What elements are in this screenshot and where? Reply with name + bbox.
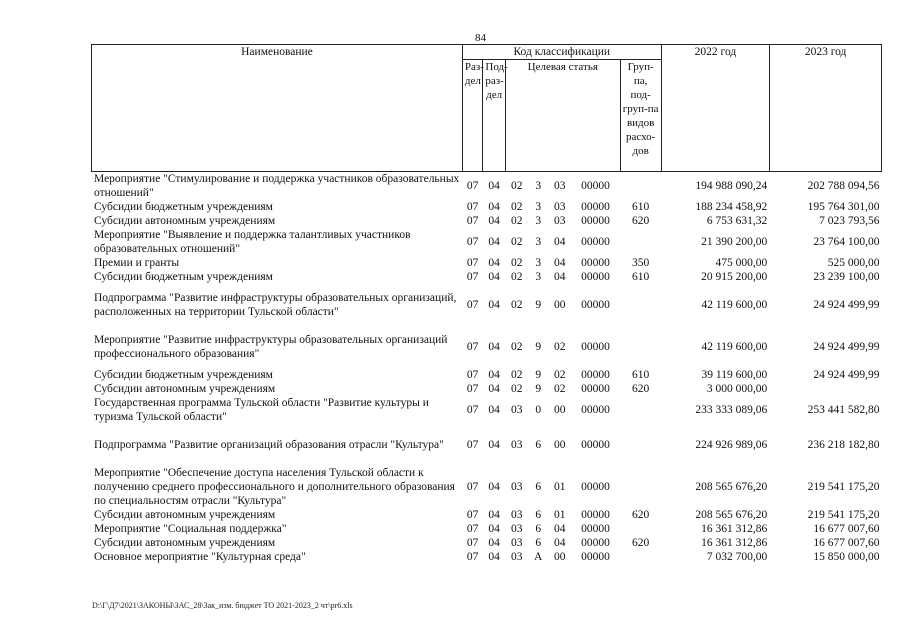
row-subsection: 04 [488, 201, 500, 213]
row-target-direction: 00000 [581, 523, 610, 535]
row-expense-group: 620 [632, 383, 650, 395]
row-target-subprogram: 3 [535, 201, 542, 213]
row-subsection: 04 [488, 299, 500, 311]
row-target-subprogram: 3 [535, 215, 542, 227]
row-subsection: 04 [488, 481, 500, 493]
row-amount-2023: 195 764 301,00 [807, 201, 880, 213]
header-section: Раз-дел [462, 60, 482, 172]
row-name: Подпрограмма "Развитие инфраструктуры образовательных организаций, расположенных на территории Тульской области" [94, 292, 457, 318]
row-amount-2023: 24 924 499,99 [813, 341, 880, 353]
row-name: Субсидии автономным учреждениям [94, 537, 276, 549]
row-target-event: 00 [553, 404, 566, 416]
row-target-subprogram: A [534, 551, 543, 563]
row-name: Мероприятие "Стимулирование и поддержка участников образовательных отношений" [94, 173, 460, 199]
table-header [92, 45, 882, 172]
row-target-direction: 00000 [581, 299, 610, 311]
budget-table [91, 44, 882, 564]
row-name: Премии и гранты [94, 257, 180, 269]
row-amount-2022: 6 753 631,32 [706, 215, 768, 227]
row-target-program: 03 [510, 404, 523, 416]
row-amount-2023: 525 000,00 [827, 257, 880, 269]
row-section: 07 [466, 299, 479, 311]
row-amount-2022: 208 565 676,20 [695, 481, 768, 493]
row-target-event: 03 [553, 180, 566, 192]
row-section: 07 [466, 341, 479, 353]
row-subsection: 04 [488, 383, 500, 395]
table-row [92, 172, 882, 201]
row-amount-2023: 15 850 000,00 [813, 551, 880, 563]
row-section: 07 [466, 481, 479, 493]
row-target-direction: 00000 [581, 551, 610, 563]
row-target-direction: 00000 [581, 481, 610, 493]
row-target-subprogram: 9 [535, 341, 542, 353]
row-subsection: 04 [488, 551, 500, 563]
row-amount-2022: 21 390 200,00 [701, 236, 768, 248]
row-section: 07 [466, 523, 479, 535]
row-expense-group: 610 [632, 369, 650, 381]
row-section: 07 [466, 257, 479, 269]
header-subsection: Под-раз-дел [483, 60, 506, 172]
row-amount-2022: 3 000 000,00 [706, 383, 768, 395]
table-row [92, 550, 882, 564]
row-subsection: 04 [488, 257, 500, 269]
row-amount-2022: 20 915 200,00 [701, 271, 768, 283]
row-target-subprogram: 6 [535, 509, 542, 521]
table-row [92, 424, 882, 466]
row-target-subprogram: 3 [535, 271, 542, 283]
header-target: Целевая статья [505, 60, 620, 172]
row-target-direction: 00000 [581, 439, 610, 451]
row-expense-group [620, 466, 661, 508]
row-target-subprogram: 6 [535, 481, 542, 493]
row-target-event: 03 [553, 201, 566, 213]
row-target-program: 03 [510, 523, 523, 535]
row-name: Мероприятие "Выявление и поддержка талантливых участников образовательных отношений" [94, 229, 411, 255]
row-amount-2022: 233 333 089,06 [695, 404, 768, 416]
row-target-program: 02 [510, 299, 523, 311]
row-target-direction: 00000 [581, 404, 610, 416]
row-subsection: 04 [488, 523, 500, 535]
row-target-program: 03 [510, 481, 523, 493]
table-row [92, 508, 882, 522]
row-target-program: 02 [510, 180, 523, 192]
row-expense-group: 610 [632, 201, 650, 213]
row-target-program: 02 [510, 369, 523, 381]
row-section: 07 [466, 404, 479, 416]
table-row [92, 270, 882, 284]
row-amount-2022: 224 926 989,06 [695, 439, 768, 451]
row-section: 07 [466, 236, 479, 248]
row-target-event: 04 [553, 271, 566, 283]
table-row [92, 382, 882, 396]
row-subsection: 04 [488, 509, 500, 521]
table-row [92, 200, 882, 214]
row-section: 07 [466, 180, 479, 192]
row-section: 07 [466, 537, 479, 549]
header-classification: Код классификации [462, 45, 661, 60]
row-target-subprogram: 9 [535, 383, 542, 395]
row-amount-2023: 23 239 100,00 [813, 271, 880, 283]
row-amount-2023: 236 218 182,80 [807, 439, 880, 451]
row-target-program: 03 [510, 439, 523, 451]
row-target-program: 03 [510, 537, 523, 549]
row-subsection: 04 [488, 341, 500, 353]
row-target-program: 03 [510, 551, 523, 563]
row-name: Субсидии бюджетным учреждениям [94, 369, 273, 381]
row-amount-2023: 7 023 793,56 [819, 215, 880, 227]
table-row [92, 326, 882, 368]
row-subsection: 04 [488, 180, 500, 192]
row-amount-2022: 194 988 090,24 [695, 180, 768, 192]
table-row [92, 368, 882, 382]
row-amount-2022: 16 361 312,86 [701, 537, 768, 549]
row-amount-2023: 24 924 499,99 [813, 369, 880, 381]
header-year-2022: 2022 год [661, 45, 770, 172]
row-name: Субсидии бюджетным учреждениям [94, 201, 273, 213]
row-amount-2023: 16 677 007,60 [813, 523, 880, 535]
row-subsection: 04 [488, 236, 500, 248]
row-amount-2023: 202 788 094,56 [807, 180, 880, 192]
row-amount-2023: 219 541 175,20 [807, 509, 880, 521]
row-target-program: 02 [510, 236, 523, 248]
row-section: 07 [466, 215, 479, 227]
row-amount-2022: 208 565 676,20 [695, 509, 768, 521]
header-name: Наименование [92, 45, 463, 172]
row-target-event: 01 [553, 481, 566, 493]
row-name: Основное мероприятие "Культурная среда" [94, 551, 306, 563]
row-subsection: 04 [488, 369, 500, 381]
row-name: Субсидии автономным учреждениям [94, 215, 276, 227]
row-section: 07 [466, 439, 479, 451]
table-row [92, 522, 882, 536]
row-amount-2022: 475 000,00 [715, 257, 768, 269]
row-name: Мероприятие "Социальная поддержка" [94, 523, 287, 535]
row-target-event: 04 [553, 236, 566, 248]
row-target-event: 02 [553, 369, 566, 381]
row-expense-group [620, 550, 661, 564]
row-amount-2022: 42 119 600,00 [701, 341, 768, 353]
row-target-subprogram: 6 [535, 537, 542, 549]
row-section: 07 [466, 271, 479, 283]
table-row [92, 228, 882, 256]
row-name: Субсидии автономным учреждениям [94, 383, 276, 395]
row-target-program: 02 [510, 215, 523, 227]
row-target-direction: 00000 [581, 369, 610, 381]
row-target-direction: 00000 [581, 180, 610, 192]
row-amount-2022: 7 032 700,00 [706, 551, 768, 563]
row-target-program: 02 [510, 271, 523, 283]
row-expense-group [620, 228, 661, 256]
row-section: 07 [466, 509, 479, 521]
row-target-event: 01 [553, 509, 566, 521]
row-target-program: 02 [510, 383, 523, 395]
row-name: Подпрограмма "Развитие организаций образования отрасли "Культура" [94, 439, 444, 451]
row-expense-group [620, 172, 661, 201]
row-target-direction: 00000 [581, 257, 610, 269]
file-path-footer: D:\Г\Д7\2021\ЗАКОНЫ\ЗАС_28\Зак_изм. бюджет ТО 2021-2023_2 чт\pr6.xls [92, 601, 353, 610]
row-section: 07 [466, 551, 479, 563]
row-amount-2023: 253 441 582,80 [807, 404, 880, 416]
row-target-direction: 00000 [581, 236, 610, 248]
row-name: Государственная программа Тульской области "Развитие культуры и туризма Тульской области" [94, 397, 429, 423]
row-expense-group: 620 [632, 509, 650, 521]
row-expense-group: 620 [632, 537, 650, 549]
page-number: 84 [475, 32, 486, 44]
row-target-event: 00 [553, 551, 566, 563]
row-amount-2022: 42 119 600,00 [701, 299, 768, 311]
table-row [92, 536, 882, 550]
row-target-program: 02 [510, 257, 523, 269]
row-amount-2023: 23 764 100,00 [813, 236, 880, 248]
row-target-program: 02 [510, 201, 523, 213]
row-target-program: 02 [510, 341, 523, 353]
row-name: Субсидии бюджетным учреждениям [94, 271, 273, 283]
row-target-direction: 00000 [581, 383, 610, 395]
row-expense-group [620, 396, 661, 424]
row-expense-group [620, 522, 661, 536]
row-section: 07 [466, 383, 479, 395]
row-target-subprogram: 6 [535, 439, 542, 451]
table-row [92, 284, 882, 326]
row-target-direction: 00000 [581, 215, 610, 227]
row-target-direction: 00000 [581, 341, 610, 353]
row-amount-2023 [770, 382, 882, 396]
row-amount-2022: 188 234 458,92 [695, 201, 768, 213]
row-target-event: 04 [553, 537, 566, 549]
row-amount-2023: 16 677 007,60 [813, 537, 880, 549]
row-target-direction: 00000 [581, 271, 610, 283]
row-section: 07 [466, 201, 479, 213]
table-row [92, 396, 882, 424]
row-target-subprogram: 9 [535, 299, 542, 311]
row-target-direction: 00000 [581, 537, 610, 549]
row-section: 07 [466, 369, 479, 381]
row-amount-2023: 219 541 175,20 [807, 481, 880, 493]
row-target-event: 02 [553, 341, 566, 353]
row-target-event: 02 [553, 383, 566, 395]
table-body [92, 172, 882, 565]
row-target-event: 03 [553, 215, 566, 227]
row-target-subprogram: 0 [535, 404, 542, 416]
row-target-event: 04 [553, 523, 566, 535]
row-subsection: 04 [488, 215, 500, 227]
header-group: Груп-па, под-груп-па видов расхо-дов [620, 60, 661, 172]
row-target-event: 04 [553, 257, 566, 269]
table-row [92, 256, 882, 270]
row-subsection: 04 [488, 537, 500, 549]
row-target-subprogram: 3 [535, 180, 542, 192]
row-expense-group [620, 424, 661, 466]
row-expense-group: 620 [632, 215, 650, 227]
row-target-program: 03 [510, 509, 523, 521]
row-subsection: 04 [488, 404, 500, 416]
row-target-subprogram: 3 [535, 257, 542, 269]
row-subsection: 04 [488, 439, 500, 451]
table-row [92, 466, 882, 508]
row-amount-2022: 39 119 600,00 [701, 369, 768, 381]
row-name: Мероприятие "Обеспечение доступа населения Тульской области к получению среднего профессионального и дополнительного образования по специальностям отрасли "Культура" [94, 467, 455, 507]
row-target-subprogram: 3 [535, 236, 542, 248]
row-target-direction: 00000 [581, 509, 610, 521]
row-expense-group [620, 284, 661, 326]
row-expense-group [620, 326, 661, 368]
row-expense-group: 610 [632, 271, 650, 283]
row-amount-2023: 24 924 499,99 [813, 299, 880, 311]
row-subsection: 04 [488, 271, 500, 283]
row-name: Мероприятие "Развитие инфраструктуры образовательных организаций профессионального образования" [94, 334, 448, 360]
header-year-2023: 2023 год [770, 45, 882, 172]
row-target-event: 00 [553, 439, 566, 451]
row-target-subprogram: 9 [535, 369, 542, 381]
row-target-direction: 00000 [581, 201, 610, 213]
row-target-subprogram: 6 [535, 523, 542, 535]
table-row [92, 214, 882, 228]
row-amount-2022: 16 361 312,86 [701, 523, 768, 535]
row-target-event: 00 [553, 299, 566, 311]
row-expense-group: 350 [632, 257, 650, 269]
row-name: Субсидии автономным учреждениям [94, 509, 276, 521]
